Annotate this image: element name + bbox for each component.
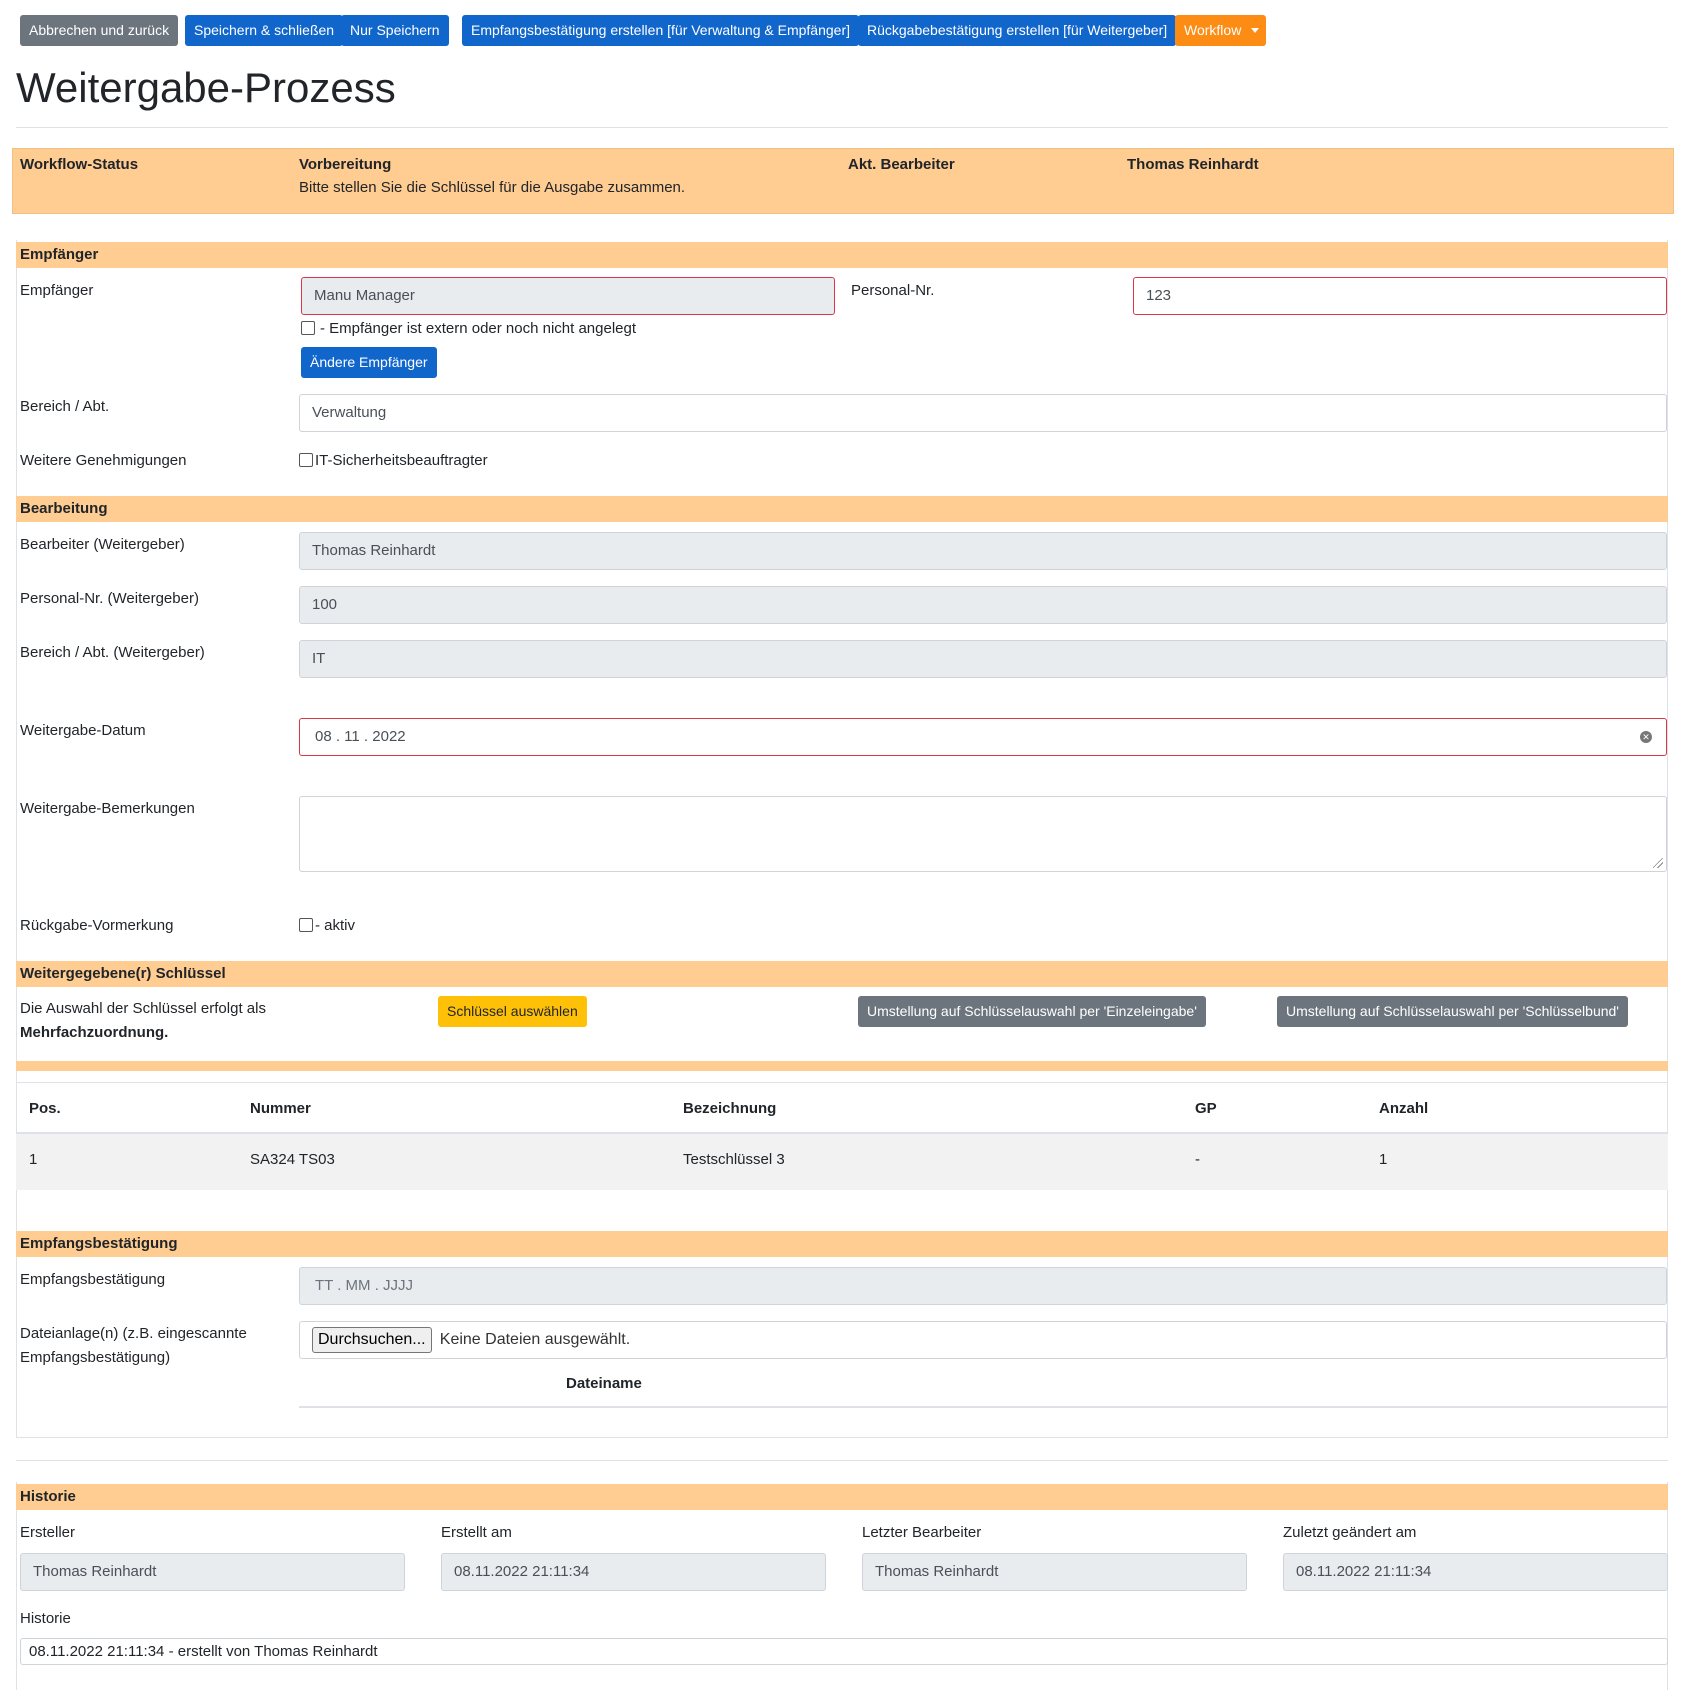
cell-count: 1 [1379,1151,1388,1168]
caret-down-icon [1251,28,1259,33]
workflow-status-label: Workflow-Status [20,156,139,173]
personal-nr-label: Personal-Nr. [851,282,935,299]
workflow-status-bar [12,148,1674,214]
checkbox-box[interactable] [299,918,313,932]
file-upload-field[interactable] [299,1321,1667,1359]
workflow-status-value: Vorbereitung [299,156,392,173]
attachment-label: Dateianlage(n) (z.B. eingescannte [20,1325,247,1342]
current-editor-value: Thomas Reinhardt [1127,156,1259,173]
key-bundle-mode-button[interactable]: Umstellung auf Schlüsselauswahl per 'Schlüsselbund' [1277,996,1628,1027]
cell-pos: 1 [29,1151,38,1168]
remarks-textarea[interactable] [299,796,1667,872]
checkbox-box[interactable] [299,453,313,467]
return-active-label: - aktiv [315,917,356,934]
history-divider [16,1460,1668,1461]
editor-input[interactable]: Thomas Reinhardt [299,532,1667,570]
clear-icon[interactable]: ✕ [1640,731,1652,743]
editor-area-label: Bereich / Abt. (Weitergeber) [20,644,205,661]
created-at-input[interactable]: 08.11.2022 21:11:34 [441,1553,826,1591]
transfer-date-value: 08 . 11 . 2022 [315,728,406,745]
editor-area-input[interactable]: IT [299,640,1667,678]
keys-info-mode: Mehrfachzuordnung. [20,1024,169,1041]
creator-input[interactable]: Thomas Reinhardt [20,1553,405,1591]
history-log[interactable]: 08.11.2022 21:11:34 - erstellt von Thomas Reinhardt [20,1638,1668,1665]
area-input[interactable]: Verwaltung [299,394,1667,432]
col-pos: Pos. [29,1100,61,1117]
resize-handle-icon[interactable] [1653,858,1663,868]
workflow-label: Workflow [1184,22,1242,38]
transfer-date-input[interactable] [299,718,1667,756]
receipt-section-title: Empfangsbestätigung [16,1231,1668,1257]
keys-info-text: Die Auswahl der Schlüssel erfolgt als [20,1000,266,1017]
processing-section-title: Bearbeitung [16,496,1668,522]
return-reservation-label: Rückgabe-Vormerkung [20,917,174,934]
col-gp: GP [1195,1100,1217,1117]
approvals-label: Weitere Genehmigungen [20,452,187,469]
keys-section-title: Weitergegebene(r) Schlüssel [16,961,1668,987]
cell-description: Testschlüssel 3 [683,1151,785,1168]
workflow-status-hint: Bitte stellen Sie die Schlüssel für die Ausgabe zusammen. [299,179,686,196]
table-top-border [16,1082,1668,1083]
select-keys-button[interactable]: Schlüssel auswählen [438,996,587,1027]
create-return-button[interactable]: Rückgabebestätigung erstellen [für Weitergeber] [858,15,1176,46]
cell-number: SA324 TS03 [250,1151,335,1168]
history-label: Historie [20,1610,71,1627]
return-active-checkbox[interactable] [299,915,355,937]
last-editor-label: Letzter Bearbeiter [862,1524,982,1541]
no-file-text: Keine Dateien ausgewählt. [439,1331,631,1348]
it-security-checkbox[interactable] [299,450,488,472]
recipient-input[interactable]: Manu Manager [301,277,835,315]
editor-personal-nr-label: Personal-Nr. (Weitergeber) [20,590,199,607]
remarks-label: Weitergabe-Bemerkungen [20,800,195,817]
keys-divider-bar [16,1061,1668,1071]
changed-at-input[interactable]: 08.11.2022 21:11:34 [1283,1553,1668,1591]
create-receipt-button[interactable]: Empfangsbestätigung erstellen [für Verwaltung & Empfänger] [462,15,859,46]
file-name-column: Dateiname [566,1375,642,1392]
personal-nr-input[interactable]: 123 [1133,277,1667,315]
created-at-label: Erstellt am [441,1524,512,1541]
creator-label: Ersteller [20,1524,76,1541]
col-number: Nummer [250,1100,311,1117]
history-section-title: Historie [16,1484,1668,1510]
area-label: Bereich / Abt. [20,398,110,415]
receipt-date-input[interactable]: TT . MM . JJJJ [299,1267,1667,1305]
change-recipient-button[interactable]: Ändere Empfänger [301,347,437,378]
col-description: Bezeichnung [683,1100,777,1117]
current-editor-label: Akt. Bearbeiter [848,156,955,173]
save-close-button[interactable]: Speichern & schließen [185,15,343,46]
checkbox-box[interactable] [301,321,315,335]
col-count: Anzahl [1379,1100,1429,1117]
attachment-label-cont: Empfangsbestätigung) [20,1349,171,1366]
external-recipient-checkbox[interactable] [301,318,636,340]
page-title: Weitergabe-Prozess [16,64,396,111]
workflow-dropdown-button[interactable] [1175,15,1266,46]
receipt-label: Empfangsbestätigung [20,1271,166,1288]
save-button[interactable]: Nur Speichern [341,15,449,46]
transfer-date-label: Weitergabe-Datum [20,722,146,739]
external-recipient-label: - Empfänger ist extern oder noch nicht angelegt [320,320,637,337]
cancel-button[interactable]: Abbrechen und zurück [20,15,178,46]
last-editor-input[interactable]: Thomas Reinhardt [862,1553,1247,1591]
it-security-label: IT-Sicherheitsbeauftragter [315,452,488,469]
recipient-section-title: Empfänger [16,242,1668,268]
file-table-border [299,1406,1667,1408]
editor-personal-nr-input[interactable]: 100 [299,586,1667,624]
changed-at-label: Zuletzt geändert am [1283,1524,1417,1541]
single-entry-mode-button[interactable]: Umstellung auf Schlüsselauswahl per 'Einzeleingabe' [858,996,1206,1027]
browse-button[interactable]: Durchsuchen... [312,1327,432,1353]
title-divider [16,127,1668,128]
cell-gp: - [1195,1151,1200,1168]
editor-label: Bearbeiter (Weitergeber) [20,536,185,553]
recipient-label: Empfänger [20,282,94,299]
